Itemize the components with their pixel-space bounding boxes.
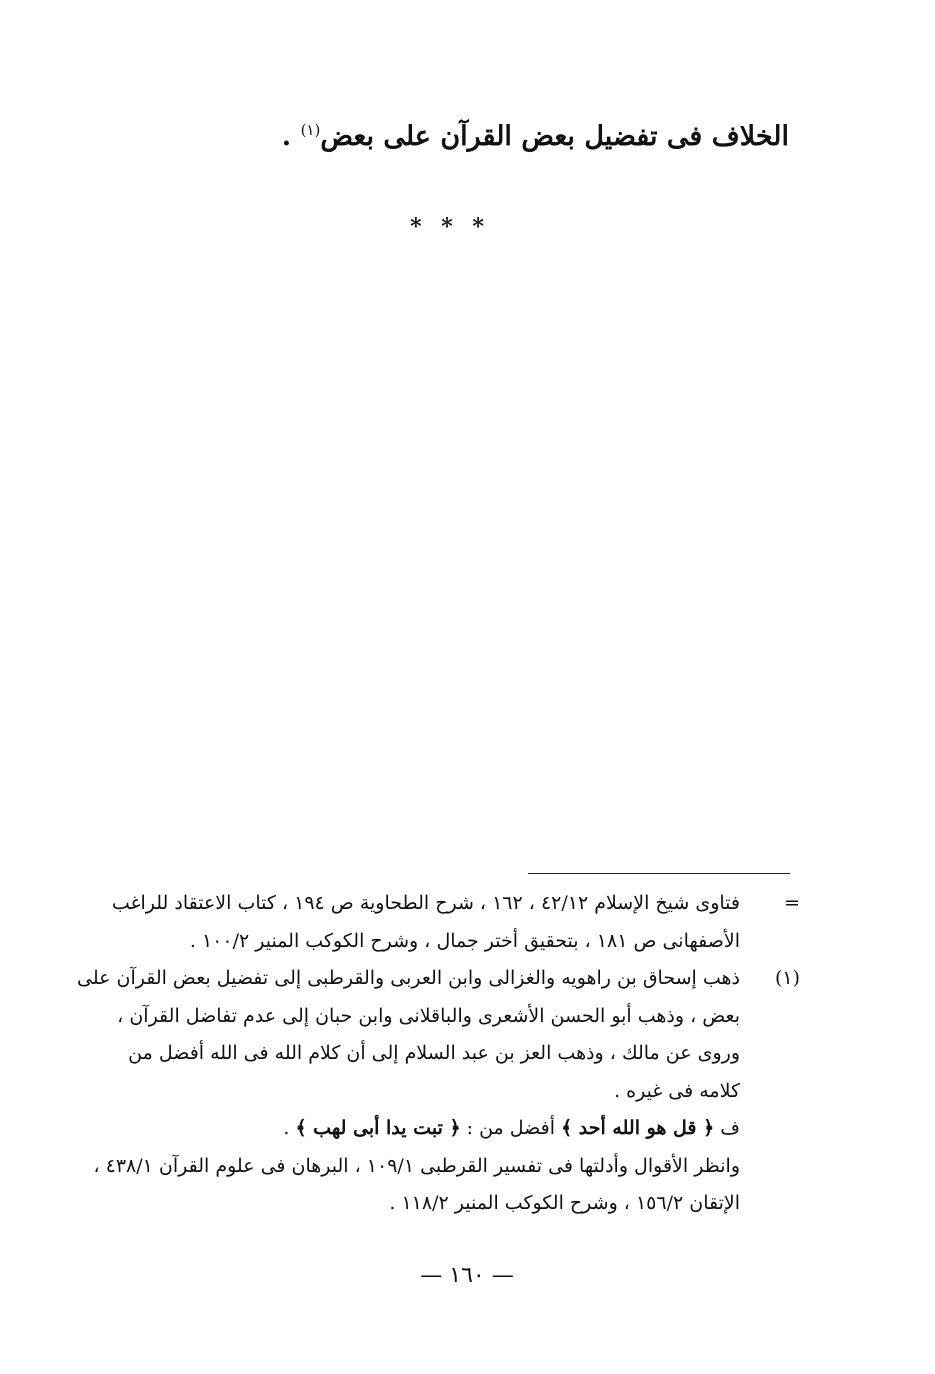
footnote-line: بعض ، وذهب أبو الحسن الأشعرى والباقلانى وابن حبان إلى عدم تفاضل القرآن ، bbox=[117, 1004, 740, 1027]
continuation-marker: = bbox=[784, 892, 800, 914]
footnote-continuation bbox=[100, 885, 800, 960]
continuation-line: الأصفهانى ص ١٨١ ، بتحقيق أختر جمال ، وشرح الكوكب المنير ١٠٠/٢ . bbox=[189, 929, 740, 952]
continuation-text bbox=[100, 885, 740, 960]
main-text-end: . bbox=[281, 121, 301, 152]
quote-prefix: ف bbox=[720, 1117, 740, 1139]
footnote-line: وروى عن مالك ، وذهب العز بن عبد السلام إلى أن كلام الله فى الله أفضل من bbox=[128, 1042, 740, 1064]
references-line: الإتقان ١٥٦/٢ ، وشرح الكوكب المنير ١١٨/٢ . bbox=[389, 1192, 740, 1214]
quran-quote-masad: ﴿ تبت يدا أبى لهب ﴾ bbox=[295, 1117, 461, 1139]
page-number: — ١٦٠ — bbox=[420, 1263, 514, 1288]
section-separator: * * * bbox=[410, 214, 490, 240]
footnote-reference[interactable]: (١) bbox=[300, 121, 321, 139]
footnote-divider bbox=[528, 873, 790, 874]
footnote-1-marker: (١) bbox=[774, 967, 800, 989]
footnote-line: كلامه فى غيره . bbox=[614, 1079, 740, 1102]
quran-comparison-line bbox=[100, 1110, 740, 1148]
quote-mid: أفضل من : bbox=[466, 1117, 556, 1139]
references-line: وانظر الأقوال وأدلتها فى تفسير القرطبى ١٠٩/١ ، البرهان فى علوم القرآن ٤٣٨/١ ، bbox=[93, 1154, 740, 1177]
footnote-1 bbox=[77, 960, 800, 1223]
footnote-1-text bbox=[77, 960, 740, 1223]
continuation-line: فتاوى شيخ الإسلام ٤٢/١٢ ، ١٦٢ ، شرح الطحاوية ص ١٩٤ ، كتاب الاعتقاد للراغب bbox=[111, 892, 740, 914]
main-text: الخلاف فى تفضيل بعض القرآن على بعض bbox=[320, 121, 789, 152]
quran-quote-ikhlas: ﴿ قل هو الله أحد ﴾ bbox=[561, 1117, 715, 1139]
footnote-line: ذهب إسحاق بن راهويه والغزالى وابن العربى والقرطبى إلى تفضيل بعض القرآن على bbox=[77, 967, 740, 989]
footnotes-area bbox=[77, 885, 800, 1223]
quote-end: . bbox=[283, 1117, 290, 1139]
main-text-line bbox=[189, 112, 789, 162]
